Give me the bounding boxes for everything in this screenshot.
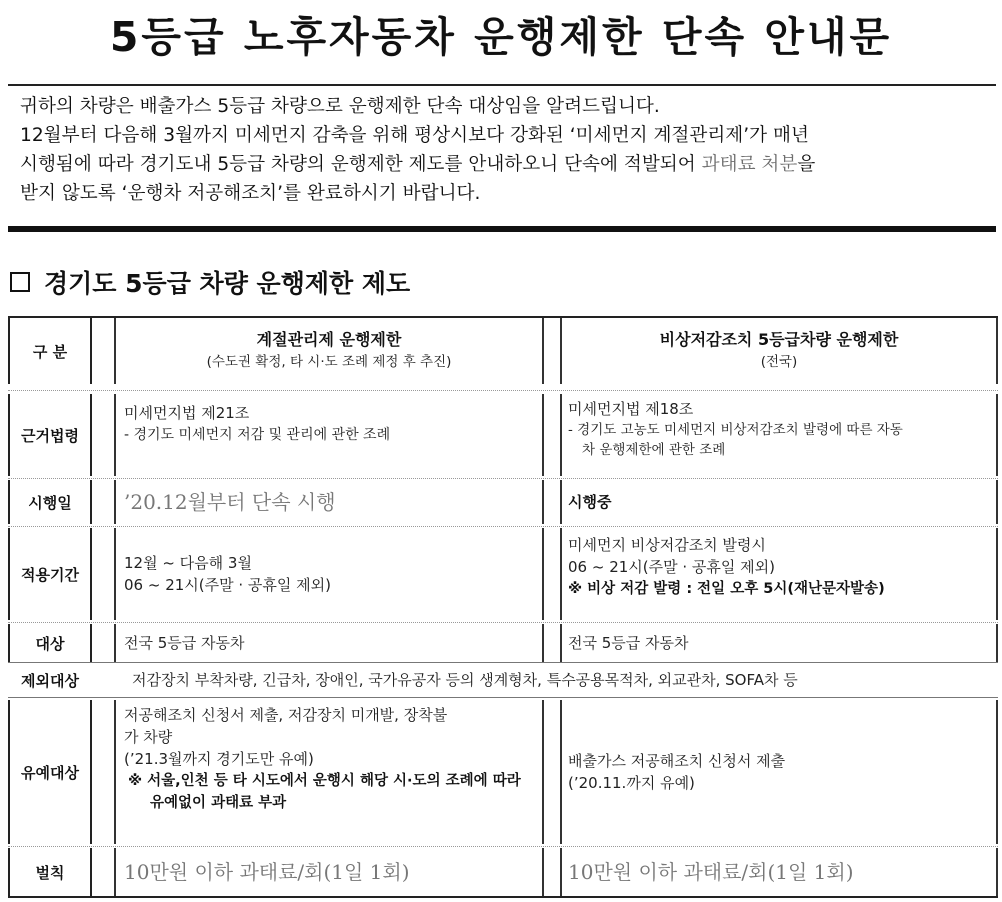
notice-line-3-text: 시행됨에 따라 경기도내 5등급 차량의 운행제한 제도를 안내하오니 단속에 적발되어 — [20, 154, 702, 175]
law-col1-b: - 경기도 미세먼지 저감 및 관리에 관한 조례 — [124, 427, 391, 443]
period-col2-a: 미세먼지 비상저감조치 발령시 — [568, 536, 766, 554]
penalty-label: 벌칙 — [8, 848, 92, 896]
header-col1 — [114, 318, 544, 384]
document-title: 5등급 노후자동차 운행제한 단속 안내문 — [109, 13, 893, 61]
row-divider — [8, 846, 998, 847]
table-row-target — [8, 624, 998, 662]
table-row-period — [8, 528, 998, 620]
penalty-col1 — [114, 848, 544, 896]
defer-col1-a: 저공해조치 신청서 제출, 저감장치 미개발, 장착불 — [124, 706, 448, 724]
notice-box — [8, 84, 996, 232]
penalty-highlight: 과태료 처분 — [701, 154, 798, 175]
law-col2-a: 미세먼지법 제18조 — [568, 400, 694, 418]
notice-line-1: 귀하의 차량은 배출가스 5등급 차량으로 운행제한 단속 대상임을 알려드립니다. — [20, 96, 660, 117]
target-label: 대상 — [8, 624, 92, 662]
law-col2 — [560, 394, 998, 476]
date-col1-text: ’20.12월부터 단속 시행 — [124, 490, 336, 514]
table-row-exclude — [8, 662, 998, 698]
penalty-col1-text: 10만원 이하 과태료/회(1일 1회) — [124, 860, 410, 884]
header-col1-sub: (수도권 확정, 타 시·도 조례 제정 후 추진) — [206, 354, 452, 370]
law-label: 근거법령 — [8, 394, 92, 476]
defer-col2 — [560, 700, 998, 844]
target-col1 — [114, 624, 544, 662]
notice-line-4: 받지 않도록 ‘운행차 저공해조치’를 완료하시기 바랍니다. — [20, 183, 481, 204]
header-col2-sub: (전국) — [760, 354, 798, 370]
penalty-col2-text: 10만원 이하 과태료/회(1일 1회) — [568, 860, 854, 884]
header-col2 — [560, 318, 998, 384]
period-col1 — [114, 528, 544, 620]
defer-col1 — [114, 700, 544, 844]
row-divider — [8, 390, 998, 391]
period-col2 — [560, 528, 998, 620]
table-row-defer — [8, 700, 998, 844]
target-col1-text: 전국 5등급 자동차 — [124, 634, 245, 652]
row-divider — [8, 526, 998, 527]
row-divider — [8, 478, 998, 479]
date-col2-text: 시행중 — [568, 493, 612, 511]
exclude-text-cell — [114, 663, 998, 697]
checkbox-square-icon — [10, 272, 30, 292]
row-divider — [8, 622, 998, 623]
section-title-text: 경기도 5등급 차량 운행제한 제도 — [44, 269, 411, 298]
penalty-col2 — [560, 848, 998, 896]
notice-line-2: 12월부터 다음해 3월까지 미세먼지 감축을 위해 평상시보다 강화된 ‘미세먼지 계절관리제’가 매년 — [20, 125, 809, 146]
table-row-law — [8, 394, 998, 476]
defer-col1-c: (’21.3월까지 경기도만 유예) — [124, 750, 314, 768]
table-header-row — [8, 316, 998, 384]
defer-col1-b: 가 차량 — [124, 728, 173, 746]
law-col2-c: 차 운행제한에 관한 조례 — [582, 442, 726, 458]
defer-col2-a: 배출가스 저공해조치 신청서 제출 — [568, 752, 786, 770]
notice-line-3-end: 을 — [797, 154, 816, 175]
period-col2-note: ※ 비상 저감 발령 : 전일 오후 5시(재난문자발송) — [568, 581, 885, 597]
defer-label: 유예대상 — [8, 700, 92, 844]
defer-col1-note: ※ 서울,인천 등 타 시도에서 운행시 해당 시·도의 조례에 따라 유예없이 과태료 부과 — [128, 773, 521, 811]
target-col2 — [560, 624, 998, 662]
header-col1-title: 계절관리제 운행제한 — [256, 330, 402, 349]
header-col2-title: 비상저감조치 5등급차량 운행제한 — [659, 330, 899, 349]
header-label: 구 분 — [8, 318, 92, 384]
table-row-penalty — [8, 848, 998, 898]
law-col1 — [114, 394, 544, 476]
section-title — [10, 264, 410, 300]
target-col2-text: 전국 5등급 자동차 — [568, 634, 689, 652]
exclude-text: 저감장치 부착차량, 긴급차, 장애인, 국가유공자 등의 생계형차, 특수공용목적차, 외교관차, SOFA차 등 — [132, 671, 798, 689]
period-label: 적용기간 — [8, 528, 92, 620]
date-col1 — [114, 480, 544, 524]
law-col2-b: - 경기도 고농도 미세먼지 비상저감조치 발령에 따른 자동 — [568, 422, 903, 438]
table-row-date — [8, 480, 998, 524]
notice-line-3 — [20, 150, 986, 179]
date-col2 — [560, 480, 998, 524]
date-label: 시행일 — [8, 480, 92, 524]
law-col1-a: 미세먼지법 제21조 — [124, 404, 250, 422]
period-col2-b: 06 ~ 21시(주말 · 공휴일 제외) — [568, 558, 775, 576]
period-col1-a: 12월 ~ 다음해 3월 — [124, 554, 252, 572]
defer-col2-b: (’20.11.까지 유예) — [568, 774, 695, 792]
regulation-table — [8, 316, 998, 899]
exclude-label: 제외대상 — [21, 671, 79, 690]
period-col1-b: 06 ~ 21시(주말 · 공휴일 제외) — [124, 576, 331, 594]
